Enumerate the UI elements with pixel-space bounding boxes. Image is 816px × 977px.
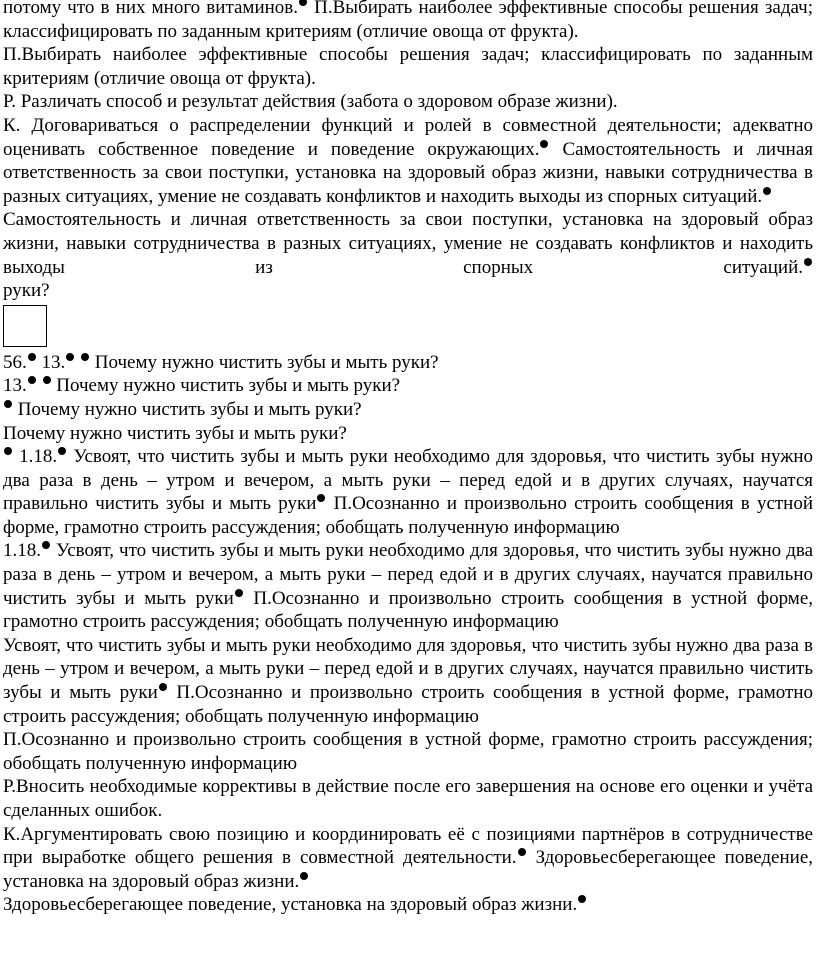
bullet-icon xyxy=(763,187,771,195)
paragraph-11 xyxy=(3,445,813,539)
paragraph-17 xyxy=(3,893,813,917)
paragraph-13-text: Усвоят, что чистить зубы и мыть руки необходимо для здоровья, что чистить зубы нужно два раза в день – утром и вечером, а мыть руки – перед едой и в других случаях, научатся правильно чистить зубы и мыть руки xyxy=(3,634,813,704)
paragraph-8-after: Почему нужно чистить зубы и мыть руки? xyxy=(56,375,401,397)
paragraph-15-text: Р.Вносить необходимые коррективы в действие после его завершения на основе его оценки и учёта сделанных ошибок. xyxy=(3,776,813,821)
bullet-icon xyxy=(43,376,51,384)
paragraph-7-after: 13. xyxy=(41,351,66,373)
paragraph-14 xyxy=(3,728,813,775)
paragraph-13 xyxy=(3,634,813,728)
paragraph-14-text: П.Осознанно и произвольно строить сообщения в устной форме, грамотно строить рассуждения; обобщать полученную информацию xyxy=(3,729,813,774)
paragraph-13-after: П.Осознанно и произвольно строить сообщения в устной форме, грамотно строить рассуждения; обобщать полученную информацию xyxy=(3,682,813,727)
paragraph-1-after: П.Выбирать наиболее эффективные способы решения задач; классифицировать по заданным критериям (отличие овоща от фрукта). xyxy=(3,0,813,42)
paragraph-8-text: 13. xyxy=(3,375,27,397)
bullet-icon xyxy=(66,353,74,361)
bullet-icon xyxy=(804,258,812,266)
paragraph-9 xyxy=(3,398,813,422)
bullet-icon xyxy=(299,0,307,6)
empty-box xyxy=(3,305,47,347)
paragraph-7-after2: Почему нужно чистить зубы и мыть руки? xyxy=(94,351,439,373)
bullet-icon xyxy=(4,400,12,408)
paragraph-10 xyxy=(3,422,813,446)
bullet-icon xyxy=(317,494,325,502)
bullet-icon xyxy=(300,872,308,880)
bullet-icon xyxy=(578,895,586,903)
paragraph-1 xyxy=(3,0,813,43)
paragraph-4-text: К. Договариваться о распределении функций и ролей в совместной деятельности; адекватно оценивать собственное поведение и поведение окружающих. xyxy=(3,114,813,160)
bullet-icon xyxy=(28,376,36,384)
paragraph-3-text: Р. Различать способ и результат действия (забота о здоровом образе жизни). xyxy=(3,91,618,113)
paragraph-9-after: Почему нужно чистить зубы и мыть руки? xyxy=(17,398,362,420)
paragraph-12-after2: П.Осознанно и произвольно строить сообщения в устной форме, грамотно строить рассуждения; обобщать полученную информацию xyxy=(3,587,813,633)
bullet-icon xyxy=(159,683,167,691)
paragraph-8 xyxy=(3,374,813,398)
paragraph-2 xyxy=(3,43,813,90)
bullet-icon xyxy=(81,353,89,361)
paragraph-10-text: Почему нужно чистить зубы и мыть руки? xyxy=(3,422,347,444)
paragraph-4-after: Самостоятельность и личная ответственность за свои поступки, установка на здоровый образ жизни, навыки сотрудничества в разных ситуациях, умение не создавать конфликтов и находить выходы из спорных ситуаций. xyxy=(3,138,813,207)
paragraph-7 xyxy=(3,351,813,375)
paragraph-16-text: К.Аргументировать свою позицию и координировать её с позициями партнёров в сотрудничестве при выработке общего решения в совместной деятельности. xyxy=(3,823,813,869)
paragraph-12 xyxy=(3,539,813,633)
paragraph-6 xyxy=(3,279,813,303)
paragraph-2-text: П.Выбирать наиболее эффективные способы решения задач; классифицировать по заданным критериям (отличие овоща от фрукта). xyxy=(3,44,813,89)
bullet-icon xyxy=(235,589,243,597)
document-body xyxy=(3,0,813,917)
paragraph-11-after: 1.18. xyxy=(19,446,58,468)
paragraph-12-text: 1.18. xyxy=(3,540,41,562)
bullet-icon xyxy=(4,447,12,455)
bullet-icon xyxy=(58,447,66,455)
paragraph-12-after: Усвоят, что чистить зубы и мыть руки необходимо для здоровья, что чистить зубы нужно два раза в день – утром и вечером, а мыть руки – перед едой и в других случаях, научатся правильно чистить зубы и мыть руки xyxy=(3,540,814,609)
paragraph-6-text: руки? xyxy=(3,280,50,302)
paragraph-3 xyxy=(3,90,813,114)
paragraph-16-after: Здоровьесберегающее поведение, установка на здоровый образ жизни. xyxy=(3,847,814,892)
paragraph-5-text: Самостоятельность и личная ответственность за свои поступки, установка на здоровый образ жизни, навыки сотрудничества в разных ситуациях, умение не создавать конфликтов и находить выходы из спорных ситуаций. xyxy=(3,209,813,278)
paragraph-4 xyxy=(3,114,813,208)
paragraph-15 xyxy=(3,775,813,822)
paragraph-1-text: потому что в них много витаминов. xyxy=(3,0,298,18)
bullet-icon xyxy=(518,848,526,856)
paragraph-7-text: 56. xyxy=(3,351,27,373)
paragraph-17-text: Здоровьесберегающее поведение, установка на здоровый образ жизни. xyxy=(3,894,578,916)
paragraph-11-after2: Усвоят, что чистить зубы и мыть руки необходимо для здоровья, что чистить зубы нужно два раза в день – утром и вечером, а мыть руки – перед едой и в других случаях, научатся правильно чистить зубы и мыть руки xyxy=(3,446,813,515)
paragraph-16 xyxy=(3,823,813,894)
bullet-icon xyxy=(540,140,548,148)
bullet-icon xyxy=(28,353,36,361)
paragraph-11-after3: П.Осознанно и произвольно строить сообщения в устной форме, грамотно строить рассуждения; обобщать полученную информацию xyxy=(3,493,814,538)
bullet-icon xyxy=(42,541,50,549)
paragraph-5 xyxy=(3,208,813,279)
